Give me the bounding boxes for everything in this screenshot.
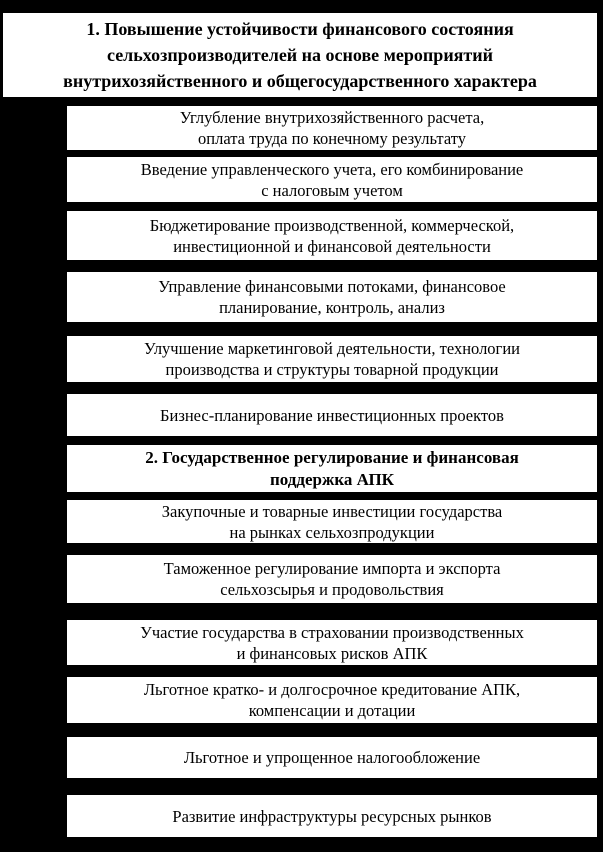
box-text-line: инвестиционной и финансовой деятельности [173,236,491,256]
title-line: сельхозпроизводителей на основе мероприятий [106,45,494,65]
box-business-planning [67,394,597,436]
box-text-line: Льготное кратко- и долгосрочное кредитование АПК, [143,680,521,699]
box-text-line: производства и структуры товарной продукции [165,360,499,379]
box-text-line: Закупочные и товарные инвестиции государства [161,501,503,521]
box-budgeting [67,211,597,260]
title-line: 1. Повышение устойчивости финансового состояния [86,19,514,39]
box-internal-cost-accounting [67,106,597,150]
box-text-line: Управление финансовыми потоками, финансовое [158,277,506,296]
box-state-purchases [67,500,597,543]
box-text-line: компенсации и дотации [248,701,416,720]
box-management-accounting [67,157,597,202]
box-text-line: и финансовых рисков АПК [236,643,428,663]
box-text-line: оплата труда по конечному результату [198,129,466,148]
box-text-line: Развитие инфраструктуры ресурсных рынков [172,806,492,826]
section-1-title-box [3,13,597,97]
box-text-line: с налоговым учетом [261,180,403,200]
title-line: 2. Государственное регулирование и финансовая [145,447,519,467]
box-text-line: Углубление внутрихозяйственного расчета, [179,108,485,127]
box-resource-market-infrastructure [67,795,597,837]
box-text-line: Таможенное регулирование импорта и экспорта [163,559,501,578]
box-text-line: сельхозсырья и продовольствия [220,580,444,599]
box-text-line: Улучшение маркетинговой деятельности, технологии [144,339,520,358]
box-text-line: Бюджетирование производственной, коммерческой, [149,215,515,235]
box-financial-flow-management [67,272,597,322]
box-text-line: Участие государства в страховании производственных [140,622,524,642]
box-state-insurance [67,620,597,665]
section-2-title-box [67,445,597,492]
box-customs-regulation [67,555,597,603]
box-preferential-crediting [67,677,597,723]
box-preferential-taxation [67,737,597,778]
title-line: поддержка АПК [269,469,395,489]
box-text-line: Бизнес-планирование инвестиционных проектов [160,405,504,425]
title-line: внутрихозяйственного и общегосударственного характера [63,71,537,91]
box-text-line: Введение управленческого учета, его комбинирование [140,159,524,179]
box-marketing-improvement [67,336,597,382]
box-text-line: Льготное и упрощенное налогообложение [183,748,481,767]
box-text-line: планирование, контроль, анализ [219,298,445,317]
box-text-line: на рынках сельхозпродукции [229,522,435,542]
